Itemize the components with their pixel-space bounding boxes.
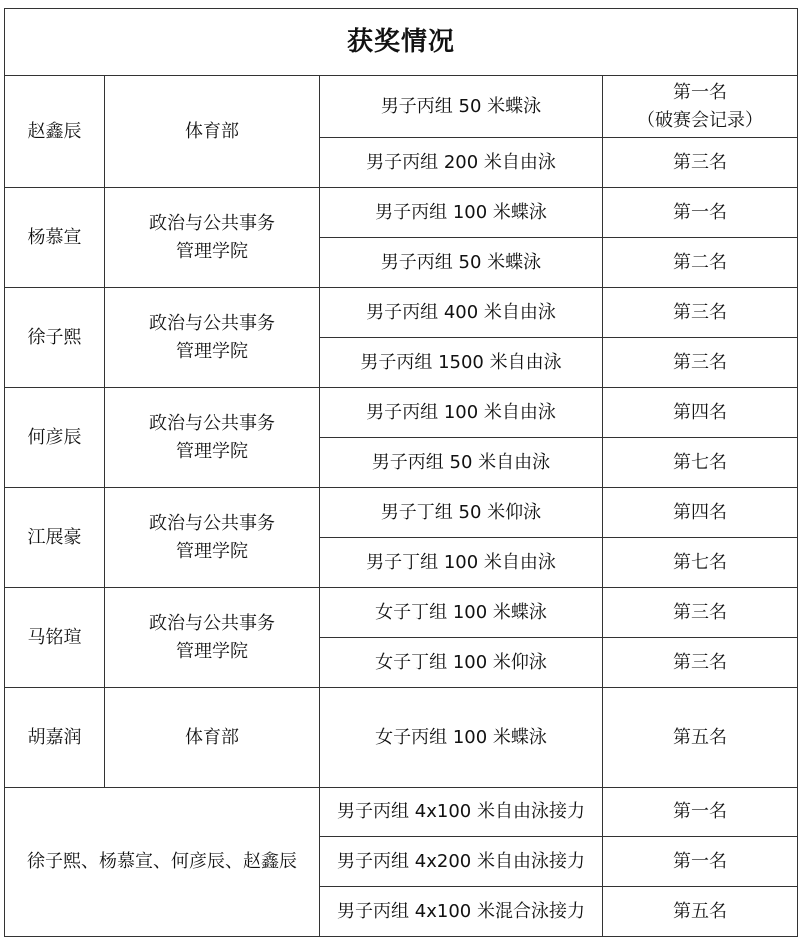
table-row [5,288,798,338]
result-cell: 第四名 [603,488,798,538]
department-line: 政治与公共事务 [149,412,275,434]
table-row [5,76,798,138]
result-cell: 第一名 [603,837,798,887]
event-cell: 男子丙组 4x100 米混合泳接力 [320,887,603,937]
event-cell: 男子丙组 100 米蝶泳 [320,188,603,238]
table-row [5,388,798,438]
event-cell: 女子丁组 100 米仰泳 [320,638,603,688]
event-cell: 男子丙组 100 米自由泳 [320,388,603,438]
result-cell: 第一名 [603,188,798,238]
table-row [5,688,798,788]
athlete-name: 胡嘉润 [5,688,105,788]
table-row [5,488,798,538]
event-cell: 男子丙组 200 米自由泳 [320,138,603,188]
department-cell: 体育部 [105,688,320,788]
event-cell: 男子丙组 50 米自由泳 [320,438,603,488]
event-cell: 男子丁组 100 米自由泳 [320,538,603,588]
event-cell: 男子丙组 4x100 米自由泳接力 [320,788,603,837]
awards-table [4,8,798,937]
athlete-name: 何彦辰 [5,388,105,488]
result-cell: 第七名 [603,538,798,588]
record-note: （破赛会记录） [637,109,763,131]
department-line: 政治与公共事务 [149,312,275,334]
title-row [5,9,798,76]
department-cell [105,588,320,688]
athlete-name: 马铭瑄 [5,588,105,688]
result-cell: 第三名 [603,138,798,188]
result-cell: 第三名 [603,338,798,388]
event-cell: 男子丙组 50 米蝶泳 [320,238,603,288]
department-line: 管理学院 [176,340,248,362]
event-cell: 男子丁组 50 米仰泳 [320,488,603,538]
department-cell [105,188,320,288]
result-cell: 第三名 [603,288,798,338]
department-line: 管理学院 [176,440,248,462]
department-line: 管理学院 [176,640,248,662]
event-cell: 男子丙组 50 米蝶泳 [320,76,603,138]
department-line: 管理学院 [176,240,248,262]
athlete-name: 徐子熙 [5,288,105,388]
department-line: 政治与公共事务 [149,612,275,634]
result-text: 第一名 [673,81,727,103]
event-cell: 男子丙组 400 米自由泳 [320,288,603,338]
athlete-name: 杨慕宣 [5,188,105,288]
department-line: 管理学院 [176,540,248,562]
table-title: 获奖情况 [5,9,798,76]
result-cell: 第四名 [603,388,798,438]
result-cell: 第五名 [603,688,798,788]
result-cell [603,76,798,138]
department-cell [105,388,320,488]
result-cell: 第三名 [603,638,798,688]
result-cell: 第二名 [603,238,798,288]
result-cell: 第七名 [603,438,798,488]
department-cell: 体育部 [105,76,320,188]
table-row [5,188,798,238]
table-row [5,788,798,837]
result-cell: 第五名 [603,887,798,937]
relay-team-names: 徐子熙、杨慕宣、何彦辰、赵鑫辰 [5,788,320,937]
department-line: 政治与公共事务 [149,512,275,534]
result-cell: 第三名 [603,588,798,638]
department-cell [105,288,320,388]
table-row [5,588,798,638]
result-cell: 第一名 [603,788,798,837]
athlete-name: 赵鑫辰 [5,76,105,188]
event-cell: 男子丙组 4x200 米自由泳接力 [320,837,603,887]
department-line: 政治与公共事务 [149,212,275,234]
department-cell [105,488,320,588]
event-cell: 女子丙组 100 米蝶泳 [320,688,603,788]
event-cell: 女子丁组 100 米蝶泳 [320,588,603,638]
athlete-name: 江展豪 [5,488,105,588]
event-cell: 男子丙组 1500 米自由泳 [320,338,603,388]
